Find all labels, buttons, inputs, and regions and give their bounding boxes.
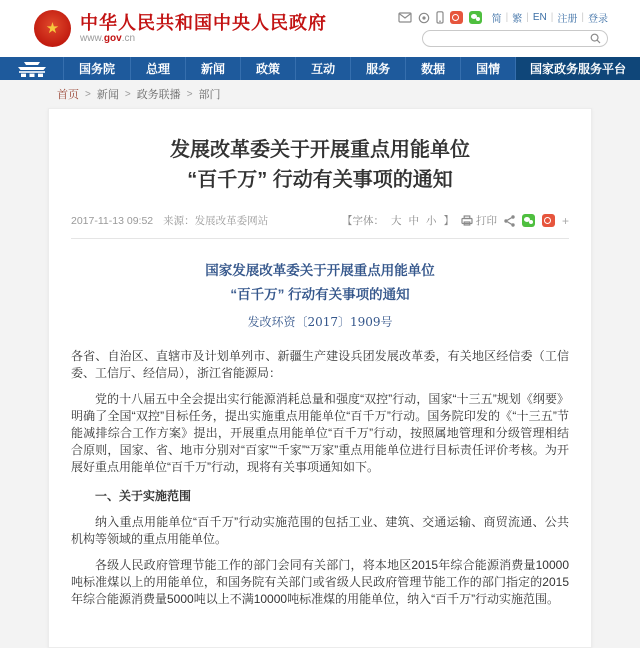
- doc-section-heading: 一、关于实施范围: [95, 489, 192, 503]
- site-logo[interactable]: [34, 10, 327, 47]
- font-size-label: 【字体：: [341, 215, 384, 227]
- home-gate-icon[interactable]: [0, 57, 64, 80]
- publish-date: 2017-11-13 09:52: [71, 214, 154, 227]
- breadcrumb-home[interactable]: 首页: [57, 89, 79, 101]
- link-separator: |: [505, 12, 509, 23]
- doc-paragraph: 纳入重点用能单位“百千万”行动实施范围的包括工业、建筑、交通运输、商贸流通、公共机构等领域的重点用能单位。: [71, 515, 569, 546]
- site-url-gov: gov: [103, 32, 122, 44]
- national-emblem-icon: ★: [34, 10, 71, 47]
- lang-simplified-link[interactable]: 简: [491, 14, 502, 25]
- doc-header-line1: 国家发展改革委关于开展重点用能单位: [205, 263, 435, 278]
- print-label: 打印: [475, 215, 497, 227]
- breadcrumb-separator: >: [85, 88, 91, 100]
- printer-icon: [461, 215, 473, 226]
- more-share-button[interactable]: +: [561, 213, 569, 228]
- article-meta-row: [71, 213, 569, 228]
- nav-item-state-council[interactable]: 国务院: [64, 57, 131, 80]
- font-medium-button[interactable]: 中: [408, 215, 419, 227]
- font-small-button[interactable]: 小: [425, 215, 437, 227]
- nav-item-national-conditions[interactable]: 国情: [461, 57, 516, 80]
- source-label: 来源：: [163, 215, 195, 227]
- link-separator: |: [550, 12, 554, 23]
- print-button[interactable]: [461, 213, 497, 228]
- font-large-button[interactable]: 大: [390, 215, 402, 227]
- lang-english-link[interactable]: EN: [532, 12, 547, 23]
- breadcrumb-separator: >: [124, 88, 131, 100]
- link-separator: |: [526, 12, 529, 23]
- breadcrumb-departments[interactable]: 部门: [198, 89, 221, 101]
- nav-item-interaction[interactable]: 互动: [296, 57, 351, 80]
- wechat-icon[interactable]: [469, 11, 482, 24]
- register-link[interactable]: 注册: [557, 14, 578, 25]
- doc-paragraph: 各级人民政府管理节能工作的部门会同有关部门，将本地区2015年综合能源消费量10000吨标准煤以上的用能单位，和国务院有关部门或省级人民政府管理节能工作的部门指定的2015年综合能源消费量5000吨以上不满10000吨标准煤的用能单位，纳入“百千万”行动实施范围。: [71, 558, 569, 606]
- site-url-suffix: .cn: [121, 32, 136, 44]
- site-search[interactable]: [422, 30, 608, 47]
- doc-header: [71, 259, 569, 307]
- nav-item-policy[interactable]: 政策: [241, 57, 296, 80]
- login-link[interactable]: 登录: [588, 14, 608, 25]
- search-input[interactable]: [429, 32, 590, 45]
- weibo-icon[interactable]: [450, 11, 463, 24]
- page-title-line1: 发展改革委关于开展重点用能单位: [170, 139, 470, 161]
- nav-item-premier[interactable]: 总理: [131, 57, 186, 80]
- doc-header-line2: “百千万” 行动有关事项的通知: [230, 287, 410, 302]
- nav-item-services[interactable]: 服务: [351, 57, 406, 80]
- doc-paragraph: 各省、自治区、直辖市及计划单列市、新疆生产建设兵团发展改革委，有关地区经信委（工信委、工信厅、经信局），浙江省能源局：: [71, 349, 569, 380]
- page-title: [71, 135, 569, 195]
- search-icon[interactable]: [590, 33, 601, 44]
- nav-item-gov-service-platform[interactable]: 国家政务服务平台: [516, 57, 640, 80]
- breadcrumb-news[interactable]: 新闻: [96, 89, 119, 101]
- main-nav: [0, 57, 640, 80]
- nav-item-news[interactable]: 新闻: [186, 57, 241, 80]
- share-icon[interactable]: [504, 215, 515, 227]
- accessibility-icon[interactable]: [418, 12, 430, 24]
- nav-item-data[interactable]: 数据: [406, 57, 461, 80]
- lang-traditional-link[interactable]: 繁: [512, 14, 523, 25]
- site-title: 中华人民共和国中央人民政府: [80, 12, 327, 33]
- divider: [71, 238, 569, 239]
- site-url: [80, 33, 327, 45]
- doc-paragraph: 党的十八届五中全会提出实行能源消耗总量和强度“双控”行动，国家“十三五”规划《纲要》明确了全国“双控”目标任务，提出实施重点用能单位“百千万”行动。国务院印发的《“十三五”节能减排综合工作方案》提出，开展重点用能单位“百千万”行动，按照属地管理和分级管理相结合原则，国家、省、地市分别对“百家”“千家”“万家”重点用能单位进行目标责任评价考核。为开展好重点用能单位“百千万”行动，现将有关事项通知如下。: [71, 392, 569, 474]
- site-url-prefix: www.: [80, 32, 104, 44]
- article-card: [48, 108, 592, 648]
- breadcrumb: [0, 80, 640, 108]
- mail-icon[interactable]: [398, 12, 412, 23]
- source-value[interactable]: 发展改革委网站: [194, 215, 269, 227]
- share-wechat-icon[interactable]: [522, 214, 535, 227]
- page-title-line2: “百千万” 行动有关事项的通知: [187, 169, 453, 191]
- font-size-label-end: 】: [443, 215, 454, 227]
- breadcrumb-separator: >: [186, 88, 193, 100]
- breadcrumb-gov-broadcast[interactable]: 政务联播: [136, 89, 181, 101]
- doc-number: 发改环资〔2017〕1909号: [247, 315, 393, 329]
- link-separator: |: [581, 12, 584, 23]
- share-weibo-icon[interactable]: [542, 214, 555, 227]
- site-header: [0, 0, 640, 57]
- source: [163, 213, 268, 228]
- mobile-icon[interactable]: [436, 11, 444, 24]
